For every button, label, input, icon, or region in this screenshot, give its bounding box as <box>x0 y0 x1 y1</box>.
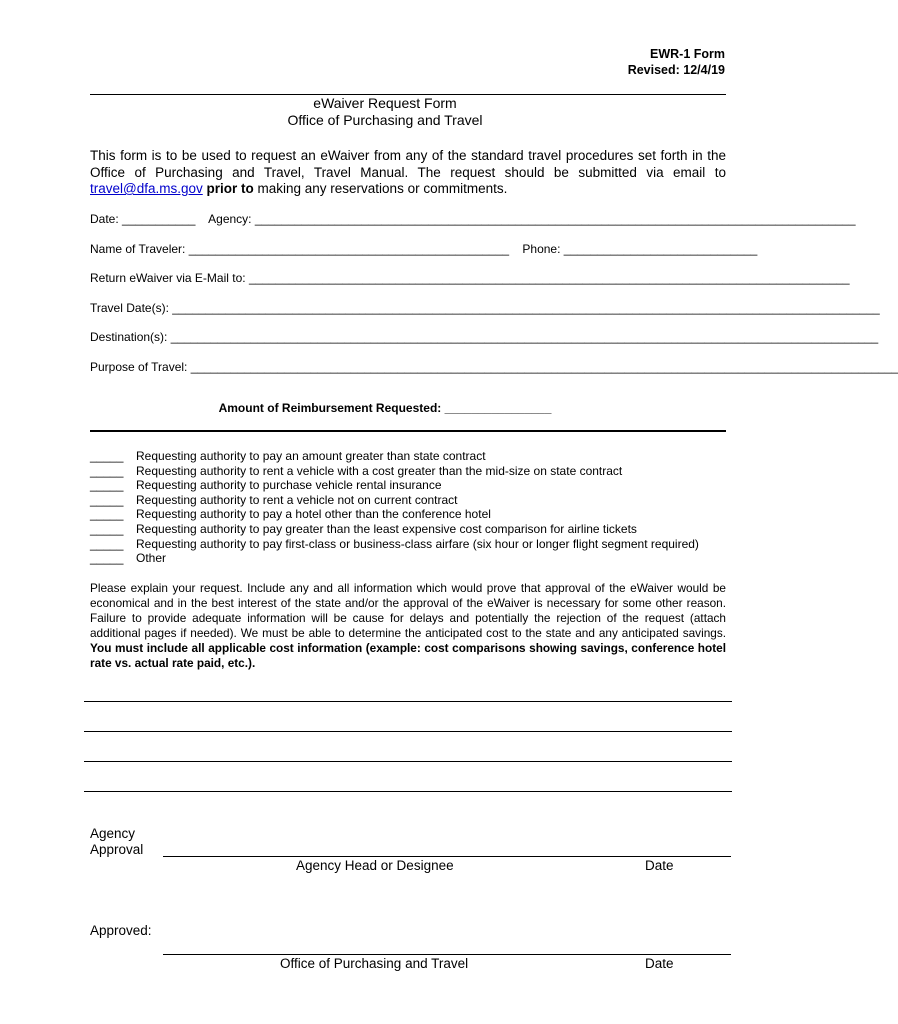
check-blank[interactable]: _____ <box>90 492 124 507</box>
return-row <box>90 271 850 285</box>
dates-blank[interactable]: __________________________________________________________________________________________________________ <box>172 301 880 315</box>
list-item <box>90 449 740 464</box>
list-item <box>90 522 740 537</box>
office-title: Office of Purchasing and Travel <box>287 112 483 128</box>
item-text: Requesting authority to rent a vehicle with a cost greater than the mid-size on state contract <box>136 463 623 478</box>
approved-label: Approved: <box>90 923 152 938</box>
return-label: Return eWaiver via E-Mail to: <box>90 271 246 285</box>
traveler-phone-row <box>90 242 758 256</box>
phone-blank[interactable]: _____________________________ <box>563 242 758 256</box>
agency-approval-label <box>90 826 143 858</box>
agency-label: Agency: <box>208 212 252 226</box>
check-blank[interactable]: _____ <box>90 536 124 551</box>
intro-text-end: making any reservations or commitments. <box>253 181 508 196</box>
destination-blank[interactable]: __________________________________________________________________________________________________________ <box>170 330 879 344</box>
form-id: EWR-1 Form <box>650 47 725 61</box>
item-text: Requesting authority to pay first-class or business-class airfare (six hour or longer flight segment required) <box>136 536 699 551</box>
intro-text: This form is to be used to request an eWaiver from any of the standard travel procedures set forth in the Office of Purchasing and Travel, Travel Manual. The request should be submitted via email to <box>90 148 726 180</box>
agency-date-label: Date <box>645 858 674 873</box>
explain-text: Please explain your request. Include any and all information which would prove that approval of the eWaiver would be economical and in the best interest of the state and/or the approval of the eWaiver is necessary for some other reason. Failure to provide adequate information will be cause for delays and potentially the rejection of the request (attach additional pages if needed). We must be able to determine the anticipated cost to the state and any anticipated savings. <box>90 581 726 640</box>
agency-word: Agency <box>90 826 136 841</box>
intro-bold: prior to <box>202 181 254 196</box>
office-signature-line[interactable] <box>163 954 731 955</box>
list-item <box>90 464 740 479</box>
list-item <box>90 478 740 493</box>
date-agency-row <box>90 212 856 226</box>
form-id-block <box>628 46 725 78</box>
check-blank[interactable]: _____ <box>90 521 124 536</box>
check-blank[interactable]: _____ <box>90 449 124 463</box>
purpose-label: Purpose of Travel: <box>90 360 188 374</box>
office-date-label: Date <box>645 956 674 971</box>
check-blank[interactable]: _____ <box>90 463 124 478</box>
date-label: Date: <box>90 212 119 226</box>
section-rule <box>90 430 726 432</box>
list-item <box>90 493 740 508</box>
destination-row <box>90 330 879 344</box>
request-checklist <box>90 449 740 566</box>
dates-label: Travel Date(s): <box>90 301 169 315</box>
phone-label: Phone: <box>522 242 561 256</box>
agency-signature-line[interactable] <box>163 856 731 857</box>
office-label: Office of Purchasing and Travel <box>280 956 469 971</box>
item-text: Requesting authority to pay an amount greater than state contract <box>136 449 486 463</box>
date-blank[interactable]: ___________ <box>122 212 196 226</box>
destination-label: Destination(s): <box>90 330 168 344</box>
item-text: Requesting authority to rent a vehicle not on current contract <box>136 492 458 507</box>
item-text: Requesting authority to pay a hotel other than the conference hotel <box>136 507 491 522</box>
item-text: Requesting authority to purchase vehicle rental insurance <box>136 478 442 493</box>
item-text: Requesting authority to pay greater than the least expensive cost comparison for airline tickets <box>136 521 637 536</box>
amount-label: Amount of Reimbursement Requested: <box>218 401 442 415</box>
traveler-blank[interactable]: ________________________________________________ <box>188 242 510 256</box>
return-blank[interactable]: __________________________________________________________________________________________ <box>248 271 850 285</box>
item-text: Other <box>136 551 167 566</box>
traveler-label: Name of Traveler: <box>90 242 186 256</box>
check-blank[interactable]: _____ <box>90 478 124 493</box>
purpose-row <box>90 360 898 374</box>
dates-row <box>90 301 880 315</box>
purpose-blank[interactable]: __________________________________________________________________________________________________________ <box>190 360 898 374</box>
agency-head-label: Agency Head or Designee <box>296 858 454 873</box>
explanation-line[interactable] <box>84 761 732 762</box>
amount-row <box>0 401 770 415</box>
check-blank[interactable]: _____ <box>90 507 124 522</box>
intro-paragraph <box>90 148 726 198</box>
check-blank[interactable]: _____ <box>90 551 124 566</box>
list-item <box>90 551 740 566</box>
list-item <box>90 537 740 552</box>
explanation-line[interactable] <box>84 791 732 792</box>
amount-blank[interactable]: ________________ <box>444 401 552 415</box>
approval-word: Approval <box>90 842 144 857</box>
explanation-paragraph <box>90 581 726 671</box>
explanation-line[interactable] <box>84 731 732 732</box>
revised-date: Revised: 12/4/19 <box>627 63 725 77</box>
explain-bold: You must include all applicable cost information (example: cost comparisons showing savings, conference hotel rate vs. actual rate paid, etc.). <box>90 641 726 670</box>
list-item <box>90 507 740 522</box>
agency-blank[interactable]: __________________________________________________________________________________________ <box>254 212 856 226</box>
email-link[interactable]: travel@dfa.ms.gov <box>90 181 203 196</box>
explanation-line[interactable] <box>84 701 732 702</box>
form-title: eWaiver Request Form <box>313 95 457 111</box>
